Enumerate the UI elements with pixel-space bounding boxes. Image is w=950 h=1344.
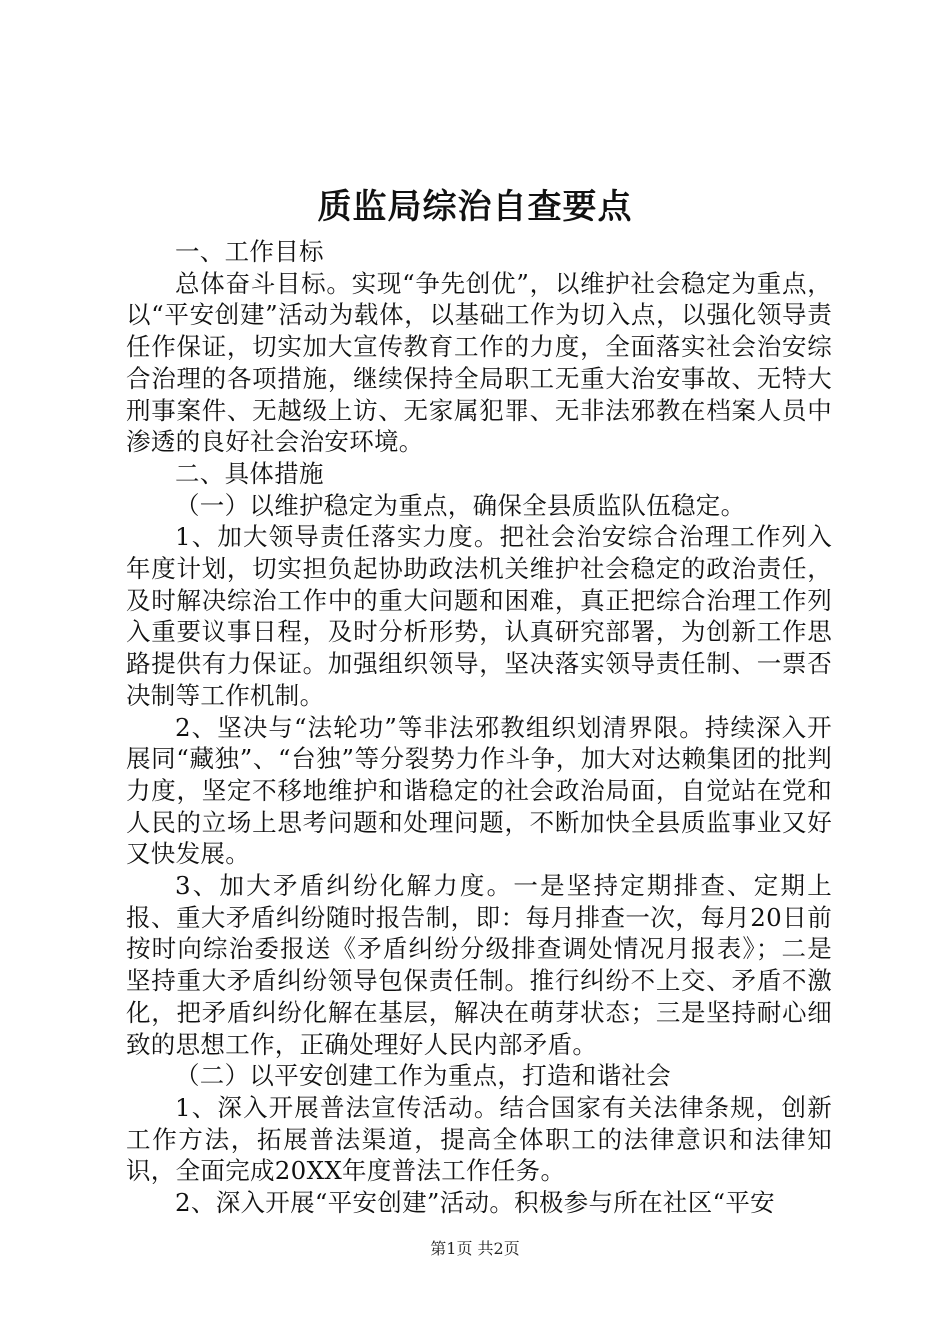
paragraph-safety-2: 2、深入开展“平安创建”活动。积极参与所在社区“平安 xyxy=(175,1188,775,1218)
subsection-heading-safety: （二）以平安创建工作为重点，打造和谐社会 xyxy=(175,1061,671,1091)
document-title: 质监局综治自查要点 xyxy=(317,187,633,227)
paragraph-measure-1: 1、加大领导责任落实力度。把社会治安综合治理工作列入年度计划，切实担负起协助政法机关维护社会稳定的政治责任，及时解决综治工作中的重大问题和困难，真正把综合治理工作列入重要议事日程，及时分析形势，认真研究部署，为创新工作思路提供有力保证。加强组织领导，坚决落实领导责任制、一票否决制等工作机制。 xyxy=(126,522,832,710)
paragraph-safety-1: 1、深入开展普法宣传活动。结合国家有关法律条规，创新工作方法，拓展普法渠道，提高全体职工的法律意识和法律知识，全面完成20XX年度普法工作任务。 xyxy=(126,1092,832,1186)
document-body xyxy=(126,236,832,1219)
subsection-heading-stability: （一）以维护稳定为重点，确保全县质监队伍稳定。 xyxy=(175,490,746,520)
section-heading-goals: 一、工作目标 xyxy=(175,237,324,266)
section-heading-measures: 二、具体措施 xyxy=(175,458,324,488)
paragraph-measure-2: 2、坚决与“法轮功”等非法邪教组织划清界限。持续深入开展同“藏独”、“台独”等分裂势力作斗争，加大对达赖集团的批判力度，坚定不移地维护和谐稳定的社会政治局面，自觉站在党和人民的立场上思考问题和处理问题，不断加快全县质监事业又好又快发展。 xyxy=(126,712,832,869)
paragraph-measure-3: 3、加大矛盾纠纷化解力度。一是坚持定期排查、定期上报、重大矛盾纠纷随时报告制，即：每月排查一次，每月20日前按时向综治委报送《矛盾纠纷分级排查调处情况月报表》；二是坚持重大矛盾纠纷领导包保责任制。推行纠纷不上交、矛盾不激化，把矛盾纠纷化解在基层，解决在萌芽状态；三是坚持耐心细致的思想工作，正确处理好人民内部矛盾。 xyxy=(126,871,832,1059)
page-footer: 第1页 共2页 xyxy=(430,1239,520,1258)
paragraph-overall-goal: 总体奋斗目标。实现“争先创优”，以维护社会稳定为重点，以“平安创建”活动为载体，以基础工作为切入点，以强化领导责任作保证，切实加大宣传教育工作的力度，全面落实社会治安综合治理的各项措施，继续保持全局职工无重大治安事故、无特大刑事案件、无越级上访、无家属犯罪、无非法邪教在档案人员中渗透的良好社会治安环境。 xyxy=(126,268,832,457)
